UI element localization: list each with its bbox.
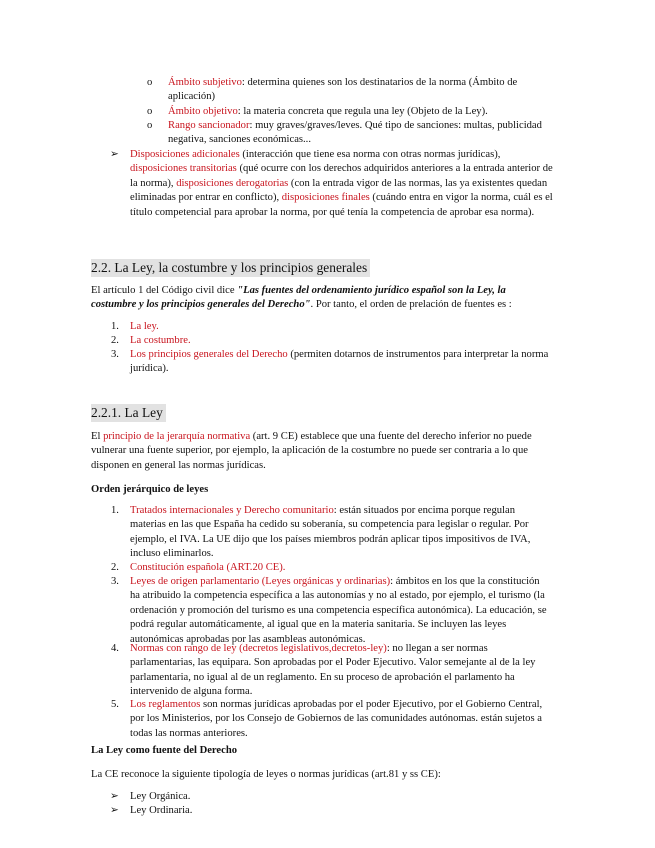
list-item-rango-sancionador: Rango sancionador: muy graves/graves/leves. Qué tipo de sanciones: multas, publicidad negativa, sanciones económicas... — [168, 120, 542, 146]
arrow-bullet-icon: ➢ — [110, 805, 119, 816]
list-item-la-costumbre: La costumbre. — [130, 335, 191, 346]
arrow-bullet-icon: ➢ — [110, 149, 119, 160]
paragraph-codigo-civil: El artículo 1 del Código civil dice "Las fuentes del ordenamiento jurídico español son la Ley, la costumbre y los principios generales del Derecho". Por tanto, el orden de prelación de fuentes es : — [91, 285, 512, 311]
subheading-ley-fuente: La Ley como fuente del Derecho — [91, 745, 238, 756]
list-item-ambito-objetivo: Ámbito objetivo: la materia concreta que regula una ley (Objeto de la Ley). — [168, 106, 488, 117]
section-heading-2-2: 2.2. La Ley, la costumbre y los principios generales — [91, 259, 370, 277]
list-number: 5. — [111, 699, 119, 710]
list-item-tratados: Tratados internacionales y Derecho comunitario: están situados por encima porque regulan materias en las que España ha cedido su soberanía, su competencia para legislar o regular. Por ejemplo, el IVA. La UE dijo que los países miembros podrán aplicar tipos impositivos de IVA, incluso eliminarlos. — [130, 505, 531, 560]
list-number: 4. — [111, 643, 119, 654]
subheading-orden-jerarquico: Orden jerárquico de leyes — [91, 484, 209, 495]
list-number: 3. — [111, 576, 119, 587]
bullet-marker: o — [147, 106, 153, 117]
arrow-bullet-icon: ➢ — [110, 791, 119, 802]
bullet-marker: o — [147, 77, 153, 88]
term-ambito-subjetivo: Ámbito subjetivo — [168, 77, 242, 88]
paragraph-disposiciones: Disposiciones adicionales (interacción que tiene esa norma con otras normas jurídicas), disposiciones transitorias (qué ocurre con los derechos adquiridos anteriores a la entrada anterior de la norma), disposiciones derogatorias (con la entrada vigor de las normas, las ya existentes quedan eliminadas por entrar en conflicto), disposiciones finales (cuándo entra en vigor la norma, cuál es el título competencial para aprobar la norma, por qué tenía la competencia de aprobar esa norma). — [130, 149, 553, 218]
paragraph-tipologia: La CE reconoce la siguiente tipología de leyes o normas jurídicas (art.81 y ss CE): — [91, 769, 441, 780]
list-item-leyes-parlamentarias: Leyes de origen parlamentario (Leyes orgánicas y ordinarias): ámbitos en los que la constitución ha atribuido la competencia específica a las autonomías y no al estado, por ejemplo, el turismo (la ordenación y promoción del turismo es una competencia específica autonómica). La educación, se podrá regular automáticamente, al igual que en la materia sanitaria. Se incluyen las leyes autonómicas aprobadas por las asambleas autonómicas. — [130, 576, 547, 645]
term-rango-sancionador: Rango sancionador — [168, 120, 250, 131]
list-item-principios-generales: Los principios generales del Derecho (permiten dotarnos de instrumentos para interpretar la norma jurídica). — [130, 349, 549, 375]
list-item-ambito-subjetivo: Ámbito subjetivo: determina quienes son los destinatarios de la norma (Ámbito de aplicación) — [168, 77, 518, 103]
paragraph-jerarquia: El principio de la jerarquía normativa (art. 9 CE) establece que una fuente del derecho inferior no puede vulnerar una fuente superior, por ejemplo, la aplicación de la costumbre no puede ser contraria a lo que disponen en general las normas jurídicas. — [91, 431, 532, 471]
list-number: 1. — [111, 321, 119, 332]
quote-codigo-civil: "Las fuentes del ordenamiento jurídico español son la Ley, la costumbre y los principios generales del Derecho" — [91, 285, 506, 311]
list-number: 2. — [111, 335, 119, 346]
bullet-marker: o — [147, 120, 153, 131]
list-item-normas-rango-ley: Normas con rango de ley (decretos legislativos,decretos-ley): no llegan a ser normas parlamentarias, las equipara. Son aprobadas por el Poder Ejecutivo. Valor semejante al de la ley parlamentaria, no igual al de un reglamento. En su proceso de aprobación el parlamento ha intervenido de alguna forma. — [130, 643, 536, 698]
list-number: 1. — [111, 505, 119, 516]
list-number: 2. — [111, 562, 119, 573]
term-ambito-objetivo: Ámbito objetivo — [168, 106, 238, 117]
list-number: 3. — [111, 349, 119, 360]
list-item-reglamentos: Los reglamentos son normas jurídicas aprobadas por el poder Ejecutivo, por el Gobierno Central, por los Ministerios, por los Consejo de Gobiernos de las comunidades autónomas. están sujetos a todas las normas anteriores. — [130, 699, 543, 739]
section-heading-2-2-1: 2.2.1. La Ley — [91, 404, 166, 422]
list-item-constitucion: Constitución española (ART.20 CE). — [130, 562, 286, 573]
list-item-ley-ordinaria: Ley Ordinaria. — [130, 805, 193, 816]
list-item-la-ley: La ley. — [130, 321, 159, 332]
list-item-ley-organica: Ley Orgánica. — [130, 791, 191, 802]
